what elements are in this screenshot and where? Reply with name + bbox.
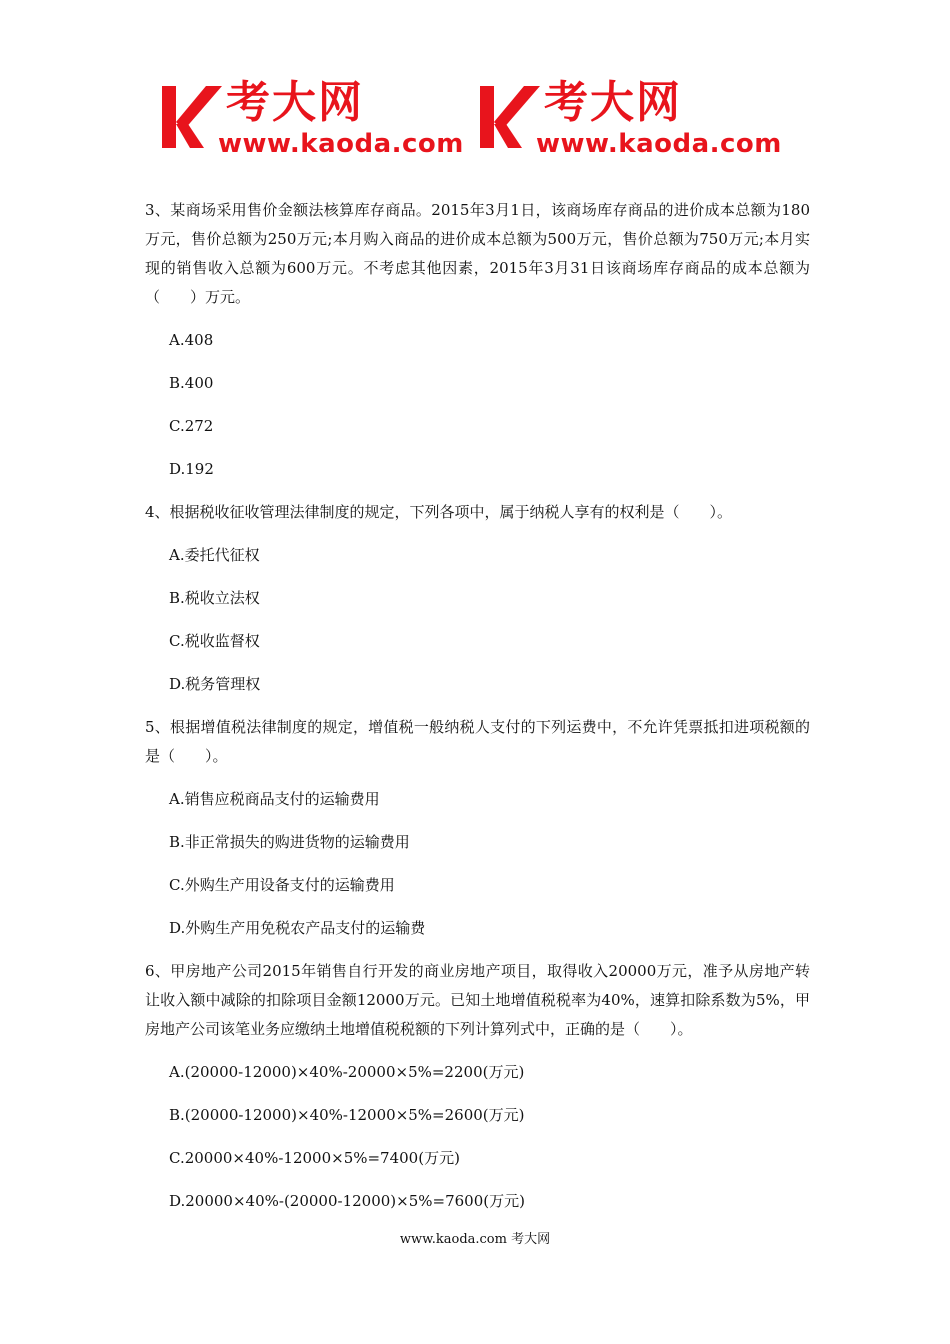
option-c: C.20000×40%-12000×5%=7400(万元)	[169, 1149, 460, 1167]
question-list	[145, 196, 810, 1230]
option-d: D.192	[169, 460, 214, 478]
logo-url-text: www.kaoda.com	[218, 129, 464, 159]
logo-brand-text: 考大网	[226, 77, 364, 128]
logo-url-text: www.kaoda.com	[536, 129, 782, 159]
page-footer: www.kaoda.com 考大网	[399, 1232, 551, 1247]
k-logo-icon	[160, 82, 222, 152]
option-b: B.税收立法权	[169, 589, 260, 607]
option-d: D.20000×40%-(20000-12000)×5%=7600(万元)	[169, 1192, 525, 1210]
option-d: D.外购生产用免税农产品支付的运输费	[169, 919, 426, 937]
option-a: A.(20000-12000)×40%-20000×5%=2200(万元)	[169, 1063, 525, 1081]
k-logo-icon	[478, 82, 540, 152]
option-d: D.税务管理权	[169, 675, 261, 693]
question-text: 4、根据税收征收管理法律制度的规定，下列各项中，属于纳税人享有的权利是（ ）。	[145, 503, 733, 521]
option-b: B.400	[169, 374, 214, 392]
kaoda-logo	[478, 78, 798, 162]
kaoda-logo	[160, 78, 480, 162]
option-a: A.委托代征权	[169, 546, 260, 564]
option-c: C.税收监督权	[169, 632, 260, 650]
option-b: B.非正常损失的购进货物的运输费用	[169, 833, 410, 851]
question-item	[145, 196, 810, 484]
option-c: C.272	[169, 417, 214, 435]
question-item	[145, 498, 810, 699]
question-text: 3、某商场采用售价金额法核算库存商品。2015年3月1日，该商场库存商品的进价成本总额为180万元，售价总额为250万元;本月购入商品的进价成本总额为500万元，售价总额为750万元;本月实现的销售收入总额为600万元。不考虑其他因素，2015年3月31日该商场库存商品的成本总额为（ ）万元。	[145, 201, 810, 306]
question-text: 6、甲房地产公司2015年销售自行开发的商业房地产项目，取得收入20000万元，准予从房地产转让收入额中减除的扣除项目金额12000万元。已知土地增值税税率为40%，速算扣除系数为5%，甲房地产公司该笔业务应缴纳土地增值税税额的下列计算列式中，正确的是（ ）。	[145, 962, 810, 1038]
question-item	[145, 713, 810, 943]
question-item	[145, 957, 810, 1216]
option-b: B.(20000-12000)×40%-12000×5%=2600(万元)	[169, 1106, 525, 1124]
option-c: C.外购生产用设备支付的运输费用	[169, 876, 395, 894]
option-a: A.销售应税商品支付的运输费用	[169, 790, 380, 808]
question-text: 5、根据增值税法律制度的规定，增值税一般纳税人支付的下列运费中，不允许凭票抵扣进项税额的是（ ）。	[145, 718, 810, 765]
logo-brand-text: 考大网	[544, 77, 682, 128]
option-a: A.408	[169, 331, 214, 349]
